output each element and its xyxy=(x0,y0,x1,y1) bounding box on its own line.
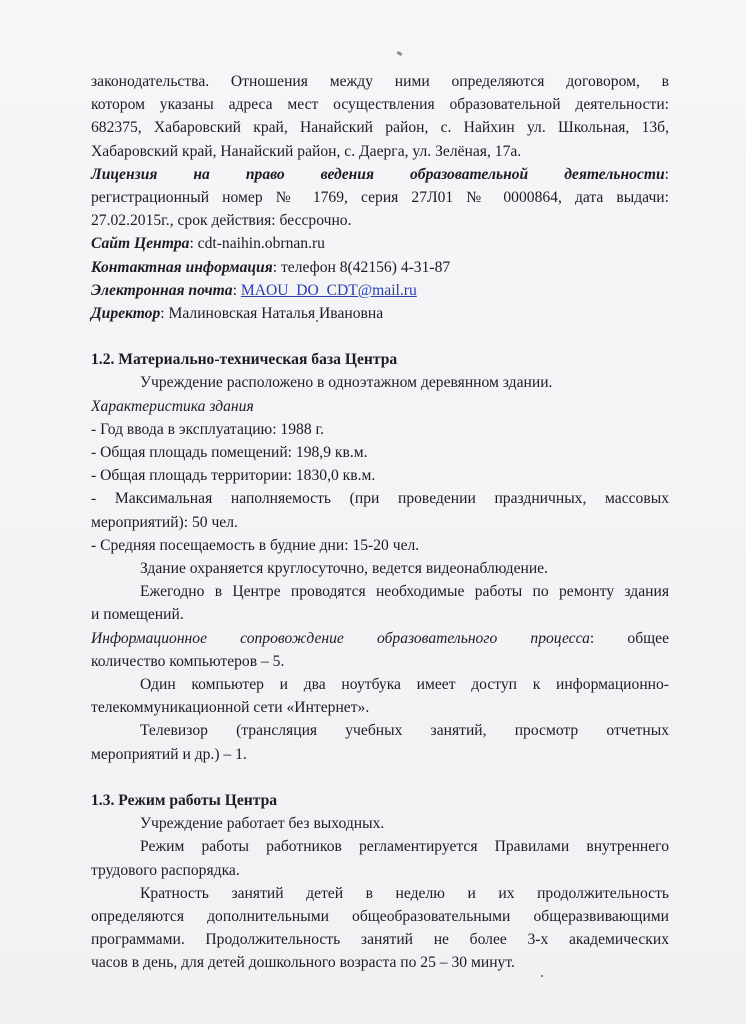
text-line: Учреждение работает без выходных. xyxy=(140,815,385,833)
license-label: Лицензия на право ведения образовательной деятельности xyxy=(91,165,665,183)
text-line: Кратность занятий детей в неделю и их продолжительность xyxy=(140,884,669,902)
text-line: количество компьютеров – 5. xyxy=(91,652,285,670)
spacer xyxy=(91,766,669,789)
text-line: 682375, Хабаровский край, Нанайский район, с. Найхин ул. Школьная, 13б, xyxy=(91,119,669,137)
email-label: Электронная почта xyxy=(91,281,233,299)
list-item: - Средняя посещаемость в будние дни: 15-20 чел. xyxy=(91,536,420,554)
text-line: часов в день, для детей дошкольного возраста по 25 – 30 минут. xyxy=(91,954,515,972)
text-line: котором указаны адреса мест осуществления образовательной деятельности: xyxy=(91,96,669,114)
director-line xyxy=(91,302,669,325)
contact-line xyxy=(91,256,669,279)
text-line: Режим работы работников регламентируется Правилами внутреннего xyxy=(140,838,669,856)
scan-dot xyxy=(541,975,543,977)
document-body xyxy=(91,70,669,975)
text-line: трудового распорядка. xyxy=(91,861,240,879)
text-line: Здание охраняется круглосуточно, ведется видеонаблюдение. xyxy=(140,560,548,578)
list-item: - Максимальная наполняемость (при проведении праздничных, массовых xyxy=(91,490,669,508)
director-value: : Малиновская Наталья Ивановна xyxy=(160,305,384,323)
text-line: определяются дополнительными общеобразовательными общеразвивающими xyxy=(91,907,669,925)
text-line: Один компьютер и два ноутбука имеет доступ к информационно- xyxy=(140,676,669,694)
text-line: телекоммуникационной сети «Интернет». xyxy=(91,699,370,717)
site-label: Сайт Центра xyxy=(91,235,190,253)
text-line: мероприятий): 50 чел. xyxy=(91,513,238,531)
scan-mark xyxy=(397,51,403,56)
subheading: Характеристика здания xyxy=(91,397,254,415)
email-link[interactable]: MAOU_DO_CDT@mail.ru xyxy=(240,281,417,299)
list-item: - Год ввода в эксплуатацию: 1988 г. xyxy=(91,420,325,438)
info-label: Информационное сопровождение образовательного процесса xyxy=(91,629,590,647)
section-title: 1.3. Режим работы Центра xyxy=(91,791,278,809)
text-line: законодательства. Отношения между ними определяются договором, в xyxy=(91,73,669,90)
list-item: - Общая площадь территории: 1830,0 кв.м. xyxy=(91,467,376,485)
site-value: : cdt-naihin.obrnan.ru xyxy=(189,235,325,253)
text-line: Учреждение расположено в одноэтажном деревянном здании. xyxy=(140,374,553,392)
text-line: программами. Продолжительность занятий не более 3-х академических xyxy=(91,931,669,949)
text-line: Ежегодно в Центре проводятся необходимые работы по ремонту здания xyxy=(140,583,669,601)
license-line xyxy=(91,163,669,186)
info-line xyxy=(91,627,669,650)
info-tail: : общее xyxy=(589,629,669,647)
license-colon: : xyxy=(664,165,669,183)
email-line xyxy=(91,279,669,302)
email-separator: : xyxy=(232,281,241,299)
text-line: мероприятий и др.) – 1. xyxy=(91,745,247,763)
list-item: - Общая площадь помещений: 198,9 кв.м. xyxy=(91,444,368,462)
contact-value: : телефон 8(42156) 4-31-87 xyxy=(272,258,451,276)
section-title: 1.2. Материально-техническая база Центра xyxy=(91,351,398,369)
contact-label: Контактная информация xyxy=(91,258,273,276)
spacer xyxy=(91,325,669,348)
text-line: Телевизор (трансляция учебных занятий, просмотр отчетных xyxy=(140,722,669,740)
text-line: Хабаровский край, Нанайский район, с. Даерга, ул. Зелёная, 17а. xyxy=(91,142,522,160)
site-line xyxy=(91,232,669,255)
director-label: Директор xyxy=(91,305,161,323)
text-line: и помещений. xyxy=(91,606,184,624)
text-line: 27.02.2015г., срок действия: бессрочно. xyxy=(91,212,352,230)
text-line: регистрационный номер № 1769, серия 27Л01 № 0000864, дата выдачи: xyxy=(91,189,669,207)
